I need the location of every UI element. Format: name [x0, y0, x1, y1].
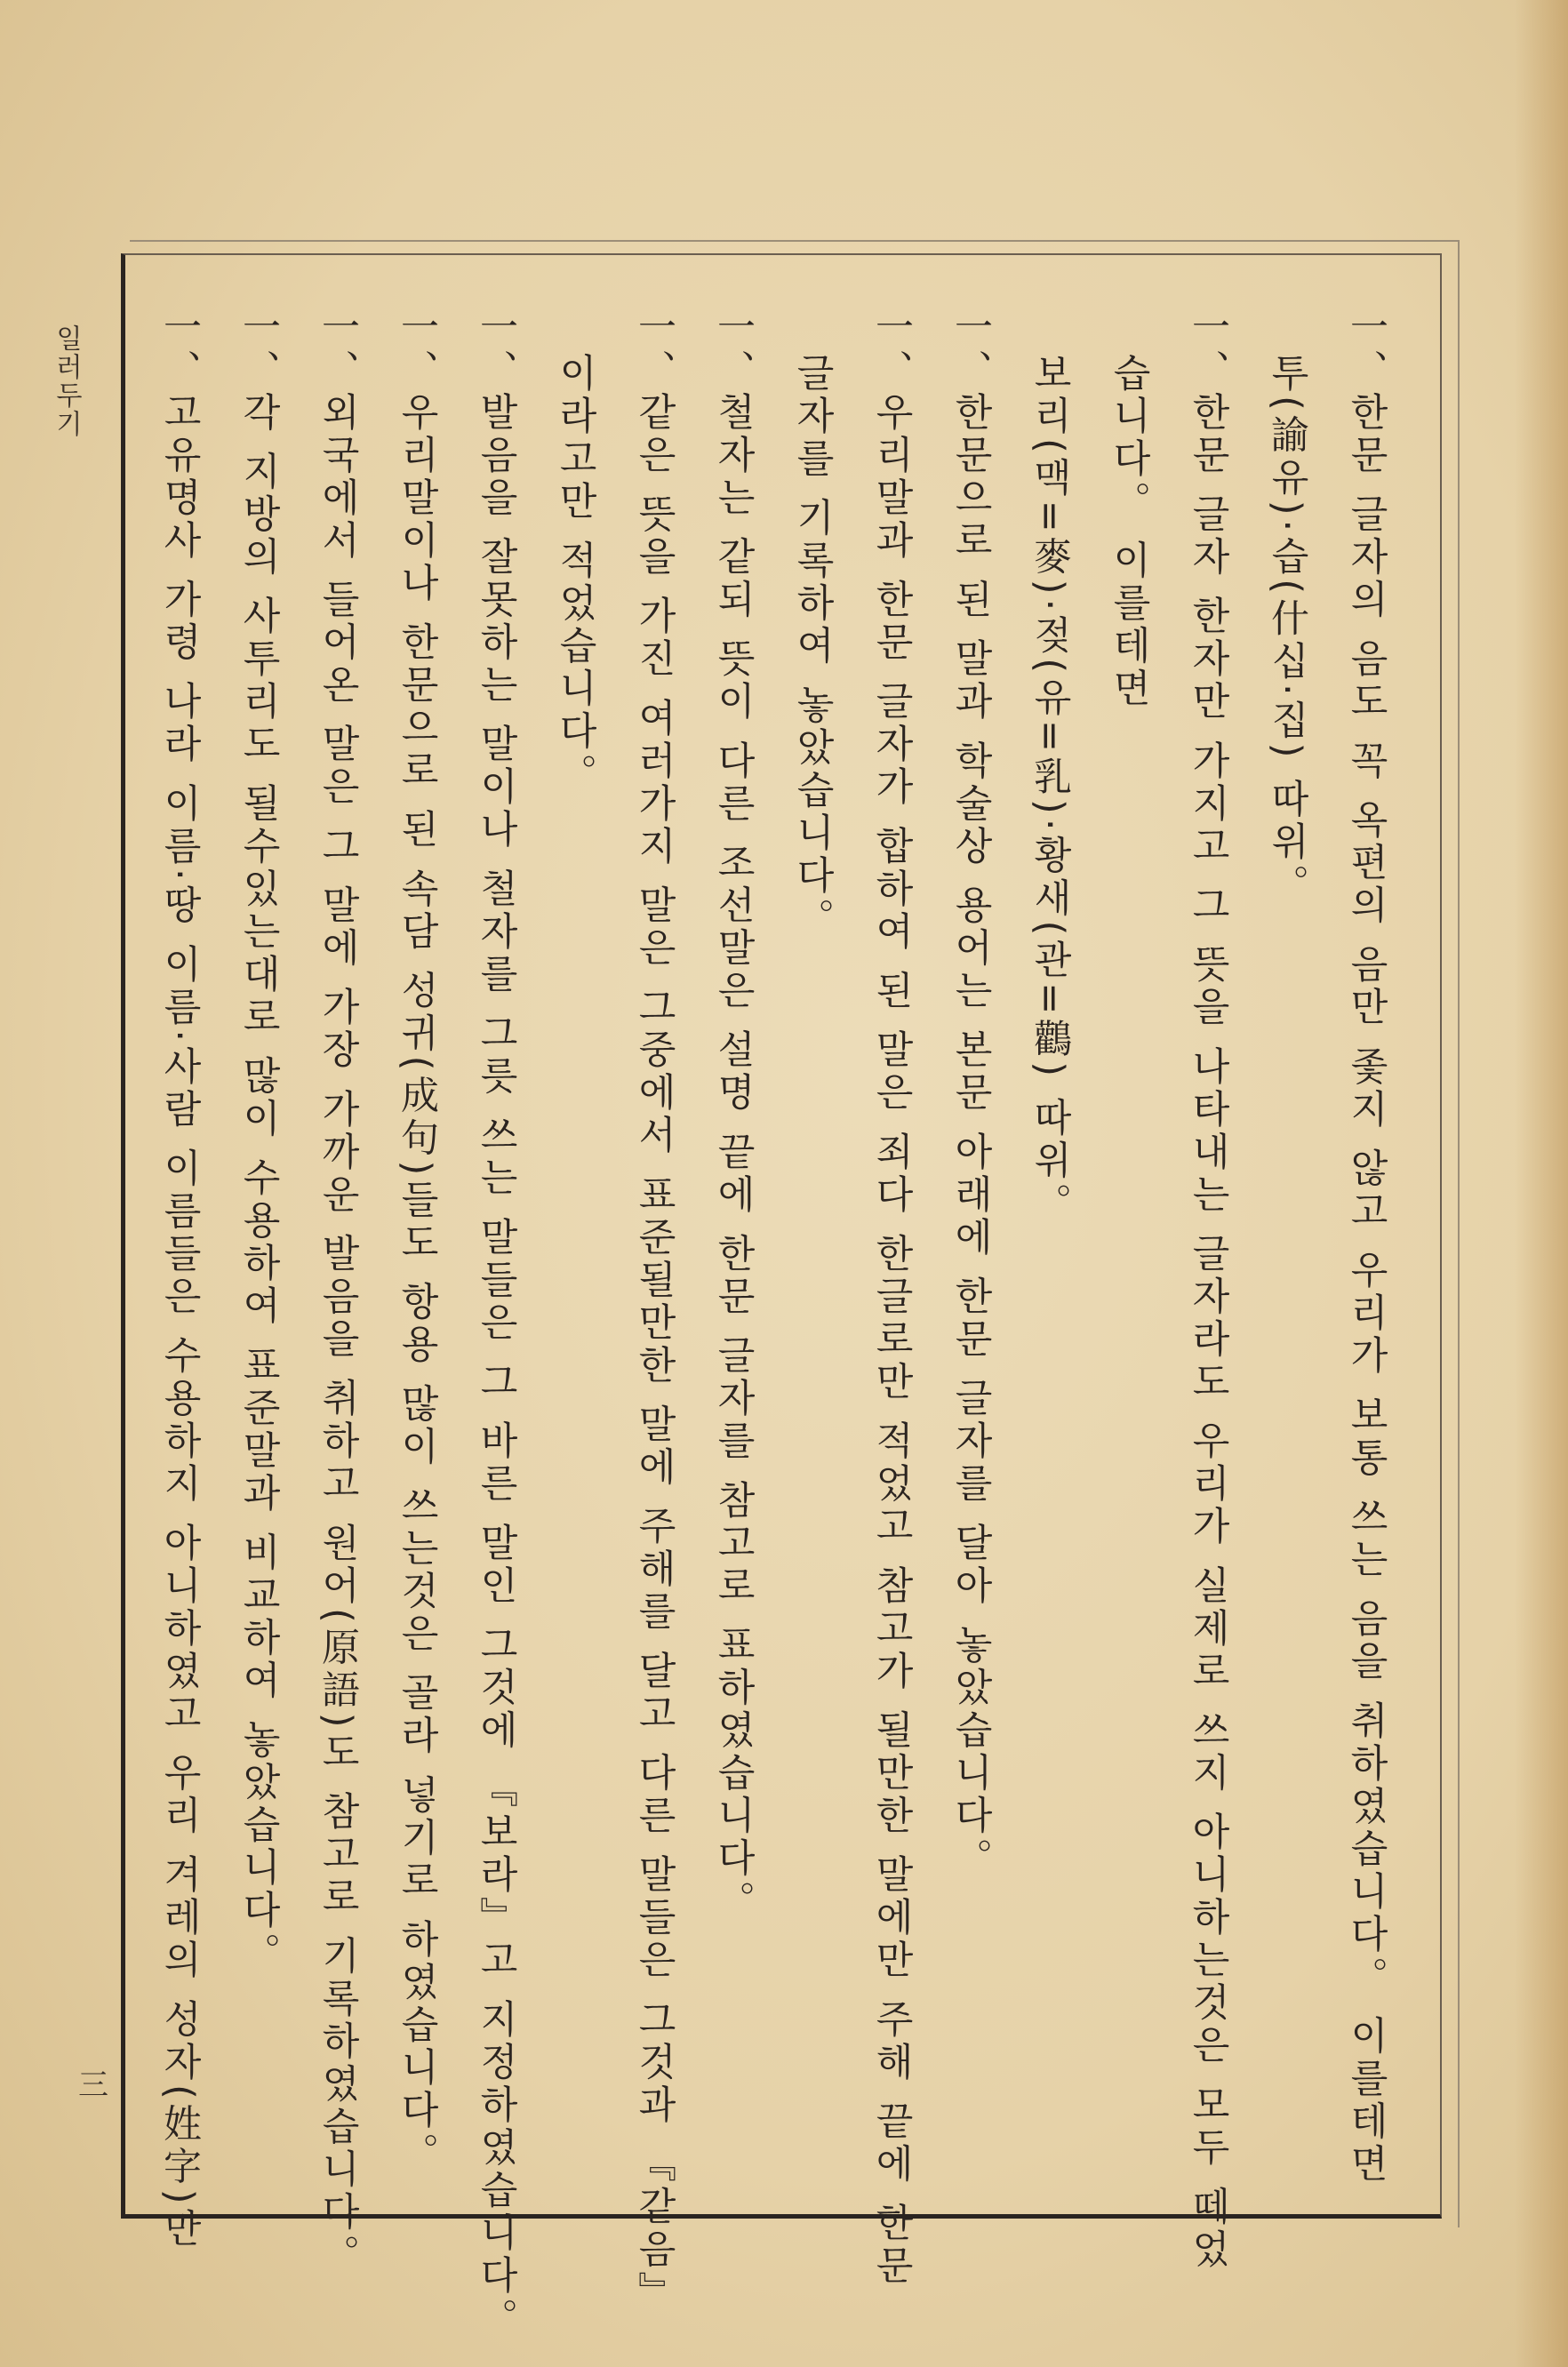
text-column: 글자를 기록하여 놓았습니다。: [790, 353, 835, 941]
text-column: 一、발음을 잘못하는 말이나 철자를 그릇 쓰는 말들은 그 바른 말인 그것에 『보라』고 지정하였습니다。: [474, 307, 518, 2341]
text-column: 一、한문으로 된 말과 학술상 용어는 본문 아래에 한문 글자를 달아 놓았습니다。: [948, 307, 993, 1881]
text-column: 一、우리말과 한문 글자가 합하여 된 말은 죄다 한글로만 적었고 참고가 될만한 말에만 주해 끝에 한문: [869, 307, 914, 2289]
page-edge-shadow: [1515, 0, 1568, 2367]
text-column: 이라고만 적었습니다。: [553, 353, 597, 796]
text-column: 一、철자는 같되 뜻이 다른 조선말은 설명 끝에 한문 글자를 참고로 표하였습니다。: [711, 307, 756, 1923]
text-column: 보리(맥=麥)·젖(유=乳)·황새(관=鸛) 따위。: [1028, 353, 1072, 1226]
text-column: 습니다。 이를테면: [1107, 353, 1151, 711]
text-column: 一、각 지방의 사투리도 될수있는대로 많이 수용하여 표준말과 비교하여 놓았습니다。: [236, 307, 281, 1976]
text-column: 투(諭유)·습(什십·집) 따위。: [1265, 353, 1309, 908]
page-number: 三: [78, 2067, 108, 2103]
text-column: 一、외국에서 들어온 말은 그 말에 가장 가까운 발음을 취하고 원어(原語)도 참고로 기록하였습니다。: [316, 307, 360, 2277]
text-column: 一、같은 뜻을 가진 여러가지 말은 그중에서 표준될만한 말에 주해를 달고 다른 말들은 그것과 『같음』: [632, 307, 676, 2315]
text-column: 一、고유명사 가령 나라 이름·땅 이름·사람 이름들은 수용하지 아니하였고 우리 겨레의 성자(姓字)만: [157, 307, 202, 2251]
text-column: 一、한문 글자의 음도 꼭 옥편의 음만 좇지 않고 우리가 보통 쓰는 음을 취하였습니다。 이를테면: [1344, 307, 1388, 2187]
body-text: [140, 307, 1405, 2341]
running-header: 일러두기: [51, 324, 82, 438]
text-column: 一、한문 글자 한자만 가지고 그 뜻을 나타내는 글자라도 우리가 실제로 쓰지 아니하는것은 모두 떼었: [1186, 307, 1230, 2272]
text-column: 一、우리말이나 한문으로 된 속담 성귀(成句)들도 항용 많이 쓰는것은 골라 넣기로 하였습니다。: [395, 307, 439, 2176]
